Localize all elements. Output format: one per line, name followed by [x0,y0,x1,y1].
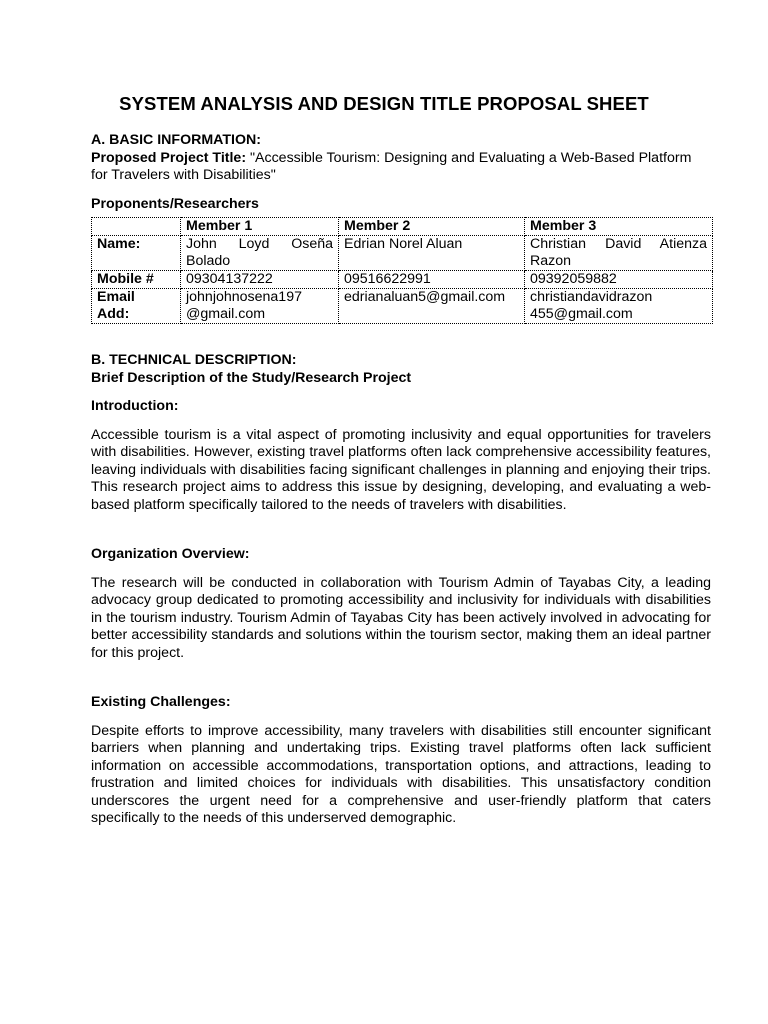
table-row [92,271,713,289]
cell-line: Razon [530,253,572,269]
row-label: Name: [92,236,181,271]
row-label: Mobile # [92,271,181,289]
table-cell [525,289,713,324]
table-header-cell: Member 3 [525,218,713,236]
page-title: SYSTEM ANALYSIS AND DESIGN TITLE PROPOSAL SHEET [119,93,649,114]
cell-line: johnjohnosena197 [186,289,302,305]
proponents-heading: Proponents/Researchers [91,195,259,212]
table-row [92,289,713,324]
project-title-label: Proposed Project Title: [91,149,247,166]
cell-line: Christian David Atienza [530,236,707,252]
table-header-cell: Member 1 [181,218,339,236]
cell-line: 455@gmail.com [530,306,633,322]
cell-line: Bolado [186,253,231,269]
row-label-line: Email [97,289,135,305]
table-corner-cell [92,218,181,236]
cell-line: Edrian Norel Aluan [344,236,463,252]
introduction-text: Accessible tourism is a vital aspect of promoting inclusivity and equal opportunities for travelers with disabilities. However, existing travel platforms often lack comprehensive accessibility features, leaving individuals with disabilities facing significant challenges in planning and enjoying their trips. This research project aims to address this issue by designing, developing, and evaluating a web-based platform specifically tailored to the needs of travelers with disabilities. [91,426,711,513]
table-cell [181,289,339,324]
section-a-heading: A. BASIC INFORMATION: [91,132,261,148]
row-label-line: Add: [97,306,130,322]
table-cell [181,236,339,271]
table-cell: edrianaluan5@gmail.com [339,289,525,324]
cell-line: John Loyd Oseña [186,236,333,252]
table-cell [525,236,713,271]
challenges-text: Despite efforts to improve accessibility, many travelers with disabilities still encounter significant barriers when planning and undertaking trips. Existing travel platforms often lack sufficient information on accessible accommodations, transportation options, and attractions, leading to frustration and limited choices for individuals with disabilities. This unsatisfactory condition underscores the urgent need for a comprehensive and user-friendly platform that caters specifically to the needs of this underserved demographic. [91,722,711,826]
row-label [92,289,181,324]
project-title-value: "Accessible Tourism: Designing and Evaluating a Web-Based Platform for Travelers with Disabilities" [91,149,692,183]
table-cell: 09516622991 [339,271,525,289]
cell-line: christiandavidrazon [530,289,653,305]
members-table [91,217,713,324]
challenges-heading: Existing Challenges: [91,694,231,710]
table-cell: 09304137222 [181,271,339,289]
cell-line: @gmail.com [186,306,266,322]
table-cell: 09392059882 [525,271,713,289]
table-row [92,236,713,271]
table-header-cell: Member 2 [339,218,525,236]
document-body [91,132,711,828]
brief-description-heading: Brief Description of the Study/Research Project [91,369,412,386]
introduction-heading: Introduction: [91,398,179,414]
organization-heading: Organization Overview: [91,546,250,562]
table-cell [339,236,525,271]
organization-text: The research will be conducted in collaboration with Tourism Admin of Tayabas City, a leading advocacy group dedicated to promoting accessibility and inclusivity for individuals with disabilities in the tourism industry. Tourism Admin of Tayabas City has been actively involved in advocating for better accessibility standards and solutions within the tourism sector, making them an ideal partner for this project. [91,574,711,661]
section-b-heading: B. TECHNICAL DESCRIPTION: [91,352,297,368]
table-header-row [92,218,713,236]
project-title-paragraph [91,150,711,185]
